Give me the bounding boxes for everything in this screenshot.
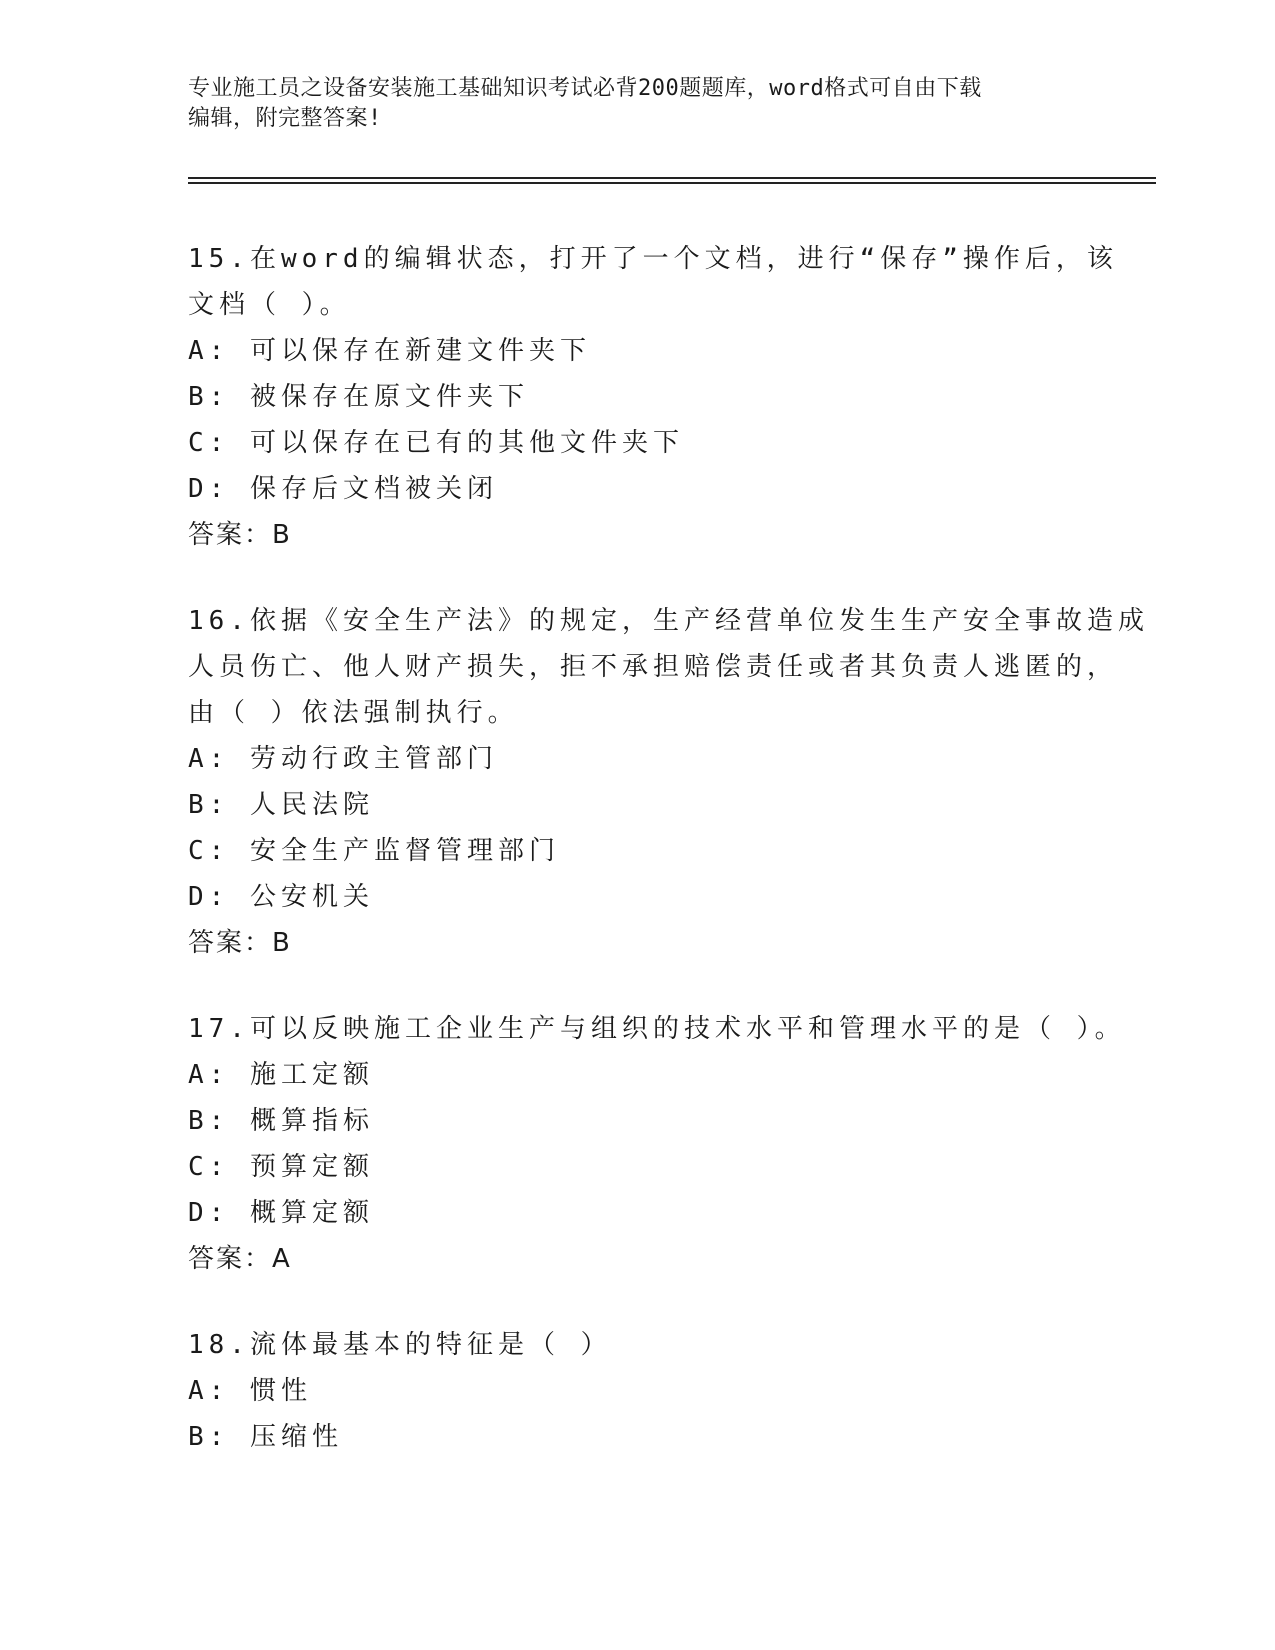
option-c: C: 可以保存在已有的其他文件夹下: [188, 428, 684, 458]
option-b: B: 概算指标: [188, 1106, 374, 1136]
option-d: D: 概算定额: [188, 1198, 374, 1228]
question-17: [188, 1006, 1148, 1282]
option-a: A: 可以保存在新建文件夹下: [188, 336, 591, 366]
question-15: [188, 236, 1148, 558]
question-list: [188, 236, 1148, 1500]
header-divider-top: [188, 177, 1156, 179]
header-divider-bottom: [188, 182, 1156, 184]
header-line-2: 编辑，附完整答案!: [188, 106, 382, 131]
option-c: C: 预算定额: [188, 1152, 374, 1182]
question-16: [188, 598, 1148, 966]
document-header: [188, 74, 1088, 134]
option-a: A: 惯性: [188, 1376, 312, 1406]
option-b: B: 被保存在原文件夹下: [188, 382, 529, 412]
question-text-line: 文档（ ）。: [188, 290, 351, 320]
question-text-line: 18.流体最基本的特征是（ ）: [188, 1330, 612, 1360]
header-line-1: 专业施工员之设备安装施工基础知识考试必背200题题库，word格式可自由下载: [188, 76, 982, 101]
question-18: [188, 1322, 1148, 1460]
question-text-line: 17.可以反映施工企业生产与组织的技术水平和管理水平的是（ ）。: [188, 1014, 1126, 1044]
option-d: D: 公安机关: [188, 882, 374, 912]
option-b: B: 人民法院: [188, 790, 374, 820]
option-b: B: 压缩性: [188, 1422, 343, 1452]
question-text-line: 人员伤亡、他人财产损失，拒不承担赔偿责任或者其负责人逃匿的，: [188, 652, 1119, 682]
answer-line: 答案：B: [188, 520, 292, 550]
option-a: A: 劳动行政主管部门: [188, 744, 498, 774]
option-d: D: 保存后文档被关闭: [188, 474, 498, 504]
question-text-line: 15.在word的编辑状态，打开了一个文档，进行“保存”操作后，该: [188, 244, 1118, 274]
question-text-line: 由（ ）依法强制执行。: [188, 698, 519, 728]
answer-line: 答案：B: [188, 928, 292, 958]
answer-line: 答案：A: [188, 1244, 292, 1274]
option-a: A: 施工定额: [188, 1060, 374, 1090]
question-text-line: 16.依据《安全生产法》的规定，生产经营单位发生生产安全事故造成: [188, 606, 1149, 636]
option-c: C: 安全生产监督管理部门: [188, 836, 560, 866]
